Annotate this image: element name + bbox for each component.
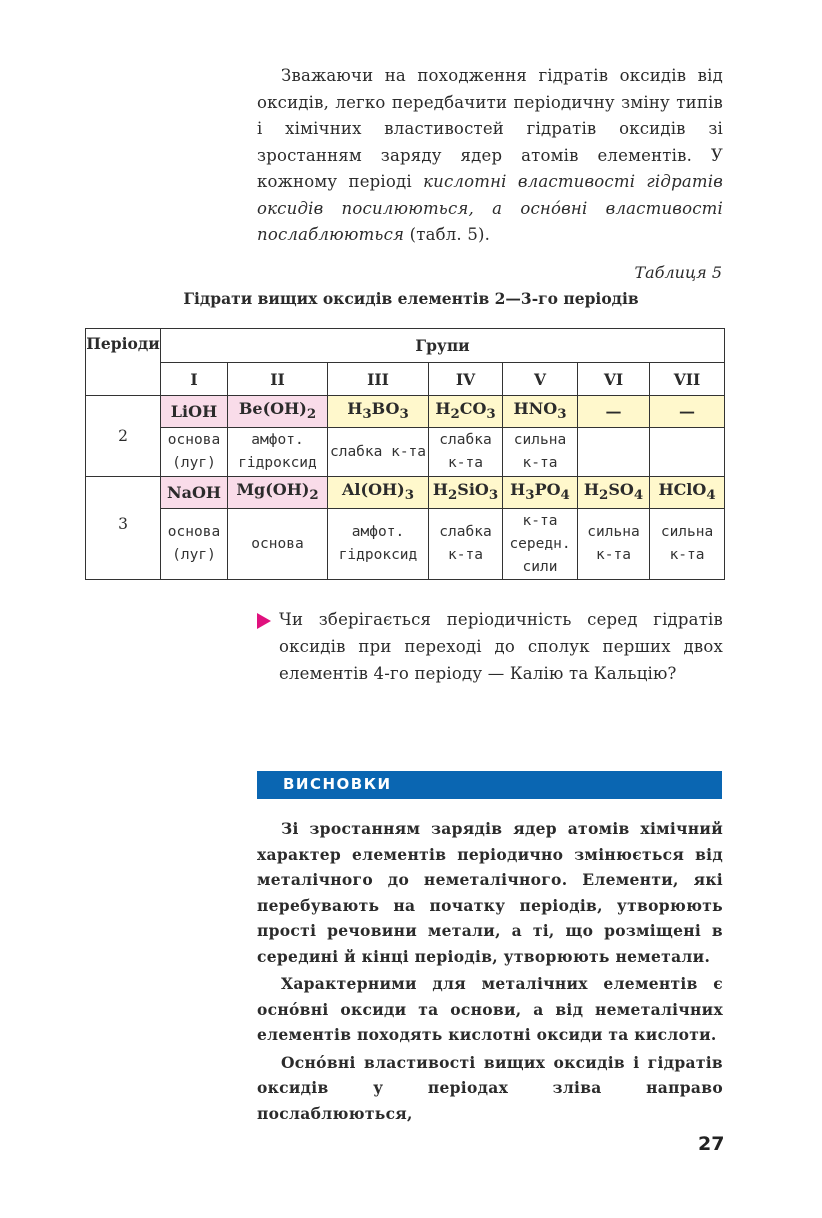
intro-tail: (табл. 5). [404, 225, 491, 244]
property-cell: сильна к-та [503, 428, 578, 477]
intro-text: Зважаючи на походження гідратів оксидів від оксидів, легко передбачити періодичну зміну типів і хімічних властивостей гідратів оксидів зі зростанням заряду ядер атомів елементів. У кожному періоді [257, 66, 723, 191]
page-number: 27 [698, 1133, 725, 1155]
period-cell: 3 [86, 477, 161, 580]
formula-cell: HClO$_4$ [650, 477, 725, 509]
property-cell: основа [228, 509, 328, 580]
property-cell [650, 428, 725, 477]
period-cell: 2 [86, 396, 161, 477]
question-text: Чи зберігається періодичність серед гідратів оксидів при переході до сполук перших двох елементів 4-го періоду — Калію та Кальцію? [279, 610, 723, 683]
group-header: VII [650, 363, 725, 396]
property-cell: слабка к-та [429, 428, 503, 477]
question-block [257, 606, 723, 687]
group-header: VI [578, 363, 650, 396]
property-cell: основа (луг) [161, 509, 228, 580]
conclusion-paragraph: Зі зростанням зарядів ядер атомів хімічний характер елементів періодично змінюється від металічного до неметалічного. Елементи, які перебувають на початку періодів, утворюють прості речовини метали, а ті, що розміщені в середині й кінці періодів, утворюють неметали. [257, 819, 723, 966]
group-header: I [161, 363, 228, 396]
formula-cell: $Be(OH)_2$ [228, 396, 328, 428]
group-header: II [228, 363, 328, 396]
property-cell: амфот. гідроксид [328, 509, 429, 580]
header-periods: Періоди [86, 329, 161, 396]
formula-cell: $H_3BO_3$ [328, 396, 429, 428]
header-groups: Групи [161, 329, 725, 363]
table-title: Гідрати вищих оксидів елементів 2—3-го періодів [183, 289, 639, 308]
table-label: Таблиця 5 [634, 263, 722, 282]
conclusions-banner [257, 771, 722, 799]
property-cell: сильна к-та [650, 509, 725, 580]
group-header: IV [429, 363, 503, 396]
formula-cell: $Mg(OH)_2$ [228, 477, 328, 509]
property-cell: слабка к-та [429, 509, 503, 580]
formula-cell: $Al(OH)_3$ [328, 477, 429, 509]
formula-cell: $HNO_3$ [503, 396, 578, 428]
property-cell: к-та середн. сили [503, 509, 578, 580]
group-header: V [503, 363, 578, 396]
property-cell [578, 428, 650, 477]
hydrates-table [85, 328, 725, 580]
formula-cell: — [578, 396, 650, 428]
conclusions-heading: ВИСНОВКИ [283, 775, 392, 793]
question-marker-icon [257, 613, 271, 629]
formula-cell: $H_2CO_3$ [429, 396, 503, 428]
formula-cell: — [650, 396, 725, 428]
conclusion-paragraph: Характерними для металічних елементів є осно́вні оксиди та основи, а від неметалічних елементів походять кислотні оксиди та кислоти. [257, 974, 723, 1044]
conclusion-paragraph: Осно́вні властивості вищих оксидів і гідратів оксидів у періодах зліва направо послаблюються, [257, 1052, 723, 1123]
conclusions-text [257, 816, 723, 1128]
formula-cell: LiOH [161, 396, 228, 428]
formula-cell: $H_2SiO_3$ [429, 477, 503, 509]
intro-paragraph [257, 63, 723, 249]
property-cell: основа (луг) [161, 428, 228, 477]
property-cell: слабка к-та [328, 428, 429, 477]
formula-cell: $H_2SO_4$ [578, 477, 650, 509]
intro-italic: кислотні властивості гідратів оксидів посилюються, а осно́вні властивості послаблюються [257, 172, 723, 244]
property-cell: амфот. гідроксид [228, 428, 328, 477]
group-header: III [328, 363, 429, 396]
formula-cell: NaOH [161, 477, 228, 509]
formula-cell: $H_3PO_4$ [503, 477, 578, 509]
property-cell: сильна к-та [578, 509, 650, 580]
